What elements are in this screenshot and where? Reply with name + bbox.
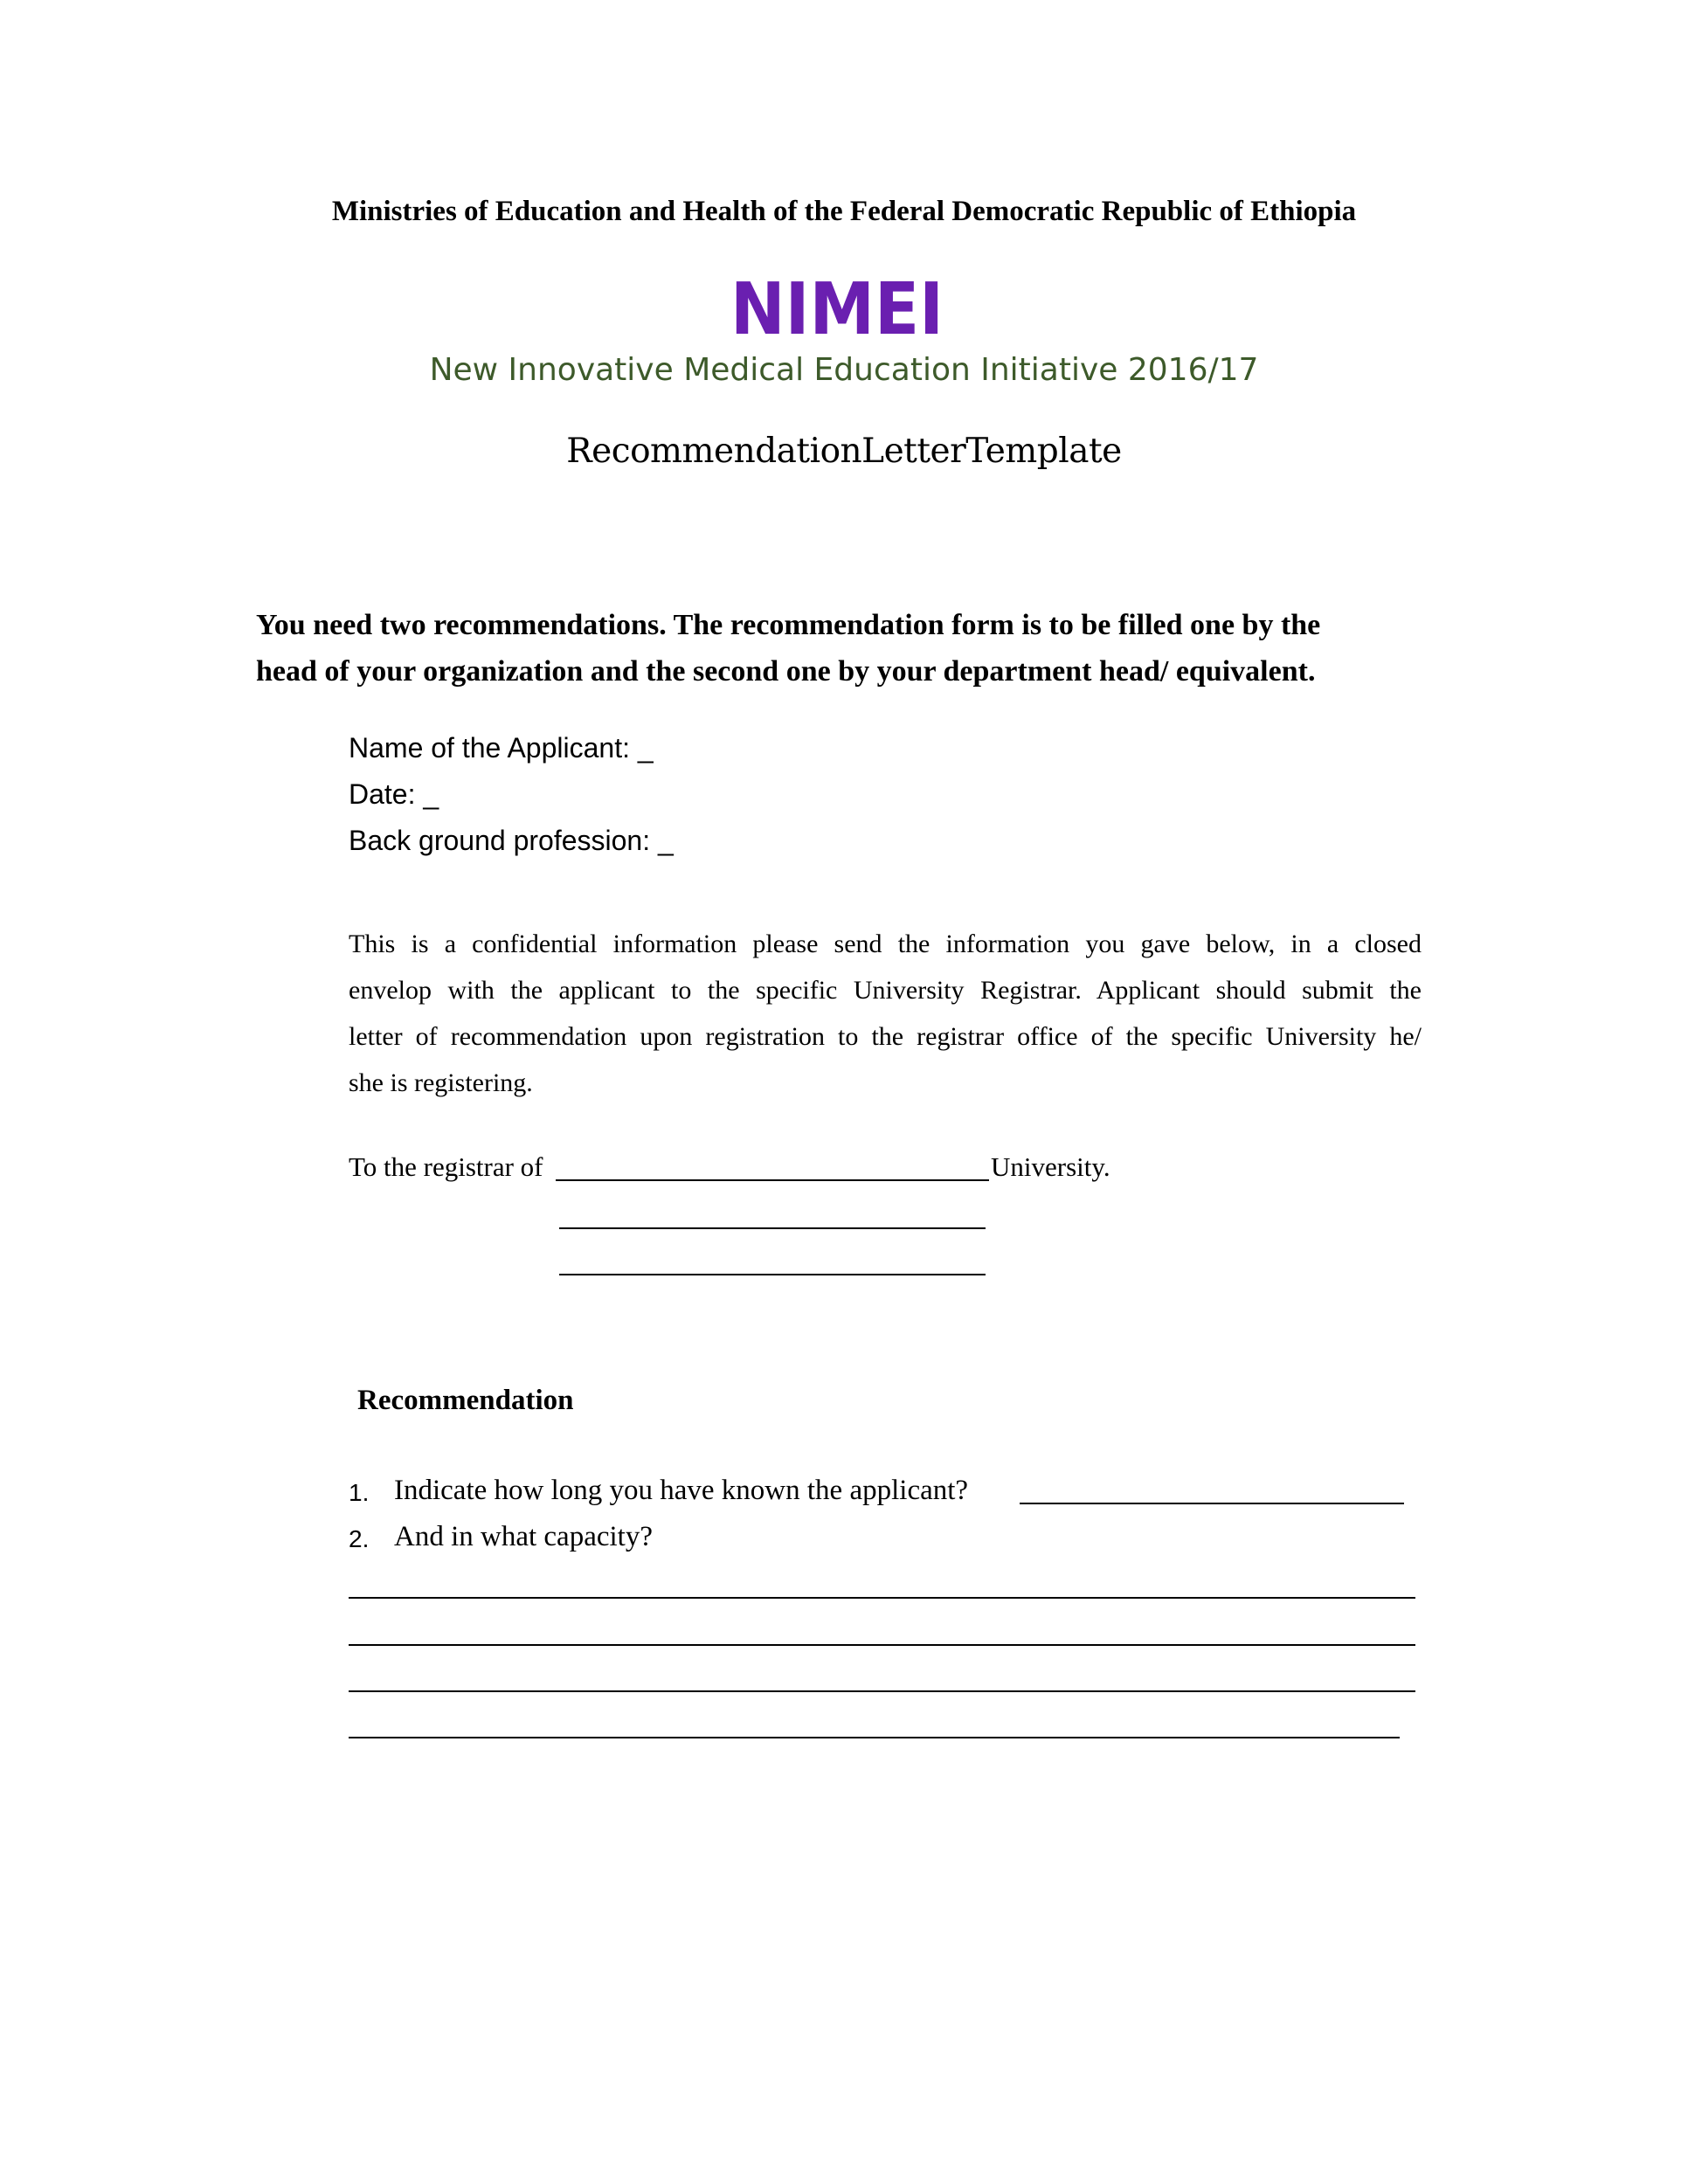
capacity-answer-line-4[interactable] — [349, 1737, 1400, 1738]
nimei-logo-text: NIMEI — [730, 276, 944, 339]
registrar-address-line-1[interactable] — [559, 1227, 986, 1229]
confidential-line-2: envelop with the applicant to the specific University Registrar. Applicant should submit the — [349, 976, 1422, 1005]
applicant-name-field[interactable]: Name of the Applicant: _ — [349, 732, 654, 764]
question-2-number: 2. — [349, 1525, 370, 1552]
date-field[interactable]: Date: _ — [349, 778, 439, 810]
confidential-line-4: she is registering. — [349, 1068, 533, 1097]
template-title: RecommendationLetterTemplate — [566, 432, 1122, 471]
ministry-heading: Ministries of Education and Health of the Federal Democratic Republic of Ethiopia — [331, 196, 1357, 227]
question-1-answer-line[interactable] — [1020, 1503, 1404, 1504]
question-1-number: 1. — [349, 1479, 370, 1506]
question-1-text: Indicate how long you have known the applicant? — [394, 1475, 969, 1506]
background-profession-field[interactable]: Back ground profession: _ — [349, 825, 674, 856]
capacity-answer-line-2[interactable] — [349, 1644, 1415, 1646]
capacity-answer-line-1[interactable] — [349, 1597, 1415, 1599]
registrar-address-line-2[interactable] — [559, 1274, 986, 1275]
question-2-text: And in what capacity? — [394, 1521, 653, 1552]
initiative-title: New Innovative Medical Education Initiative 2016/17 — [429, 352, 1259, 388]
recommendation-heading: Recommendation — [357, 1385, 574, 1416]
capacity-answer-line-3[interactable] — [349, 1690, 1415, 1692]
intro-line-2: head of your organization and the second one by your department head/ equivalent. — [256, 655, 1316, 688]
confidential-line-1: This is a confidential information please send the information you gave below, in a closed — [349, 930, 1422, 958]
confidential-paragraph — [349, 921, 1422, 1106]
registrar-prefix: To the registrar of — [349, 1151, 543, 1182]
intro-paragraph — [256, 602, 1427, 695]
nimei-logo — [729, 276, 945, 339]
registrar-suffix: University. — [991, 1151, 1110, 1182]
registrar-university-blank[interactable] — [556, 1179, 989, 1181]
confidential-line-3: letter of recommendation upon registration to the registrar office of the specific University he/ — [349, 1022, 1422, 1051]
intro-line-1: You need two recommendations. The recommendation form is to be filled one by the — [256, 609, 1321, 641]
